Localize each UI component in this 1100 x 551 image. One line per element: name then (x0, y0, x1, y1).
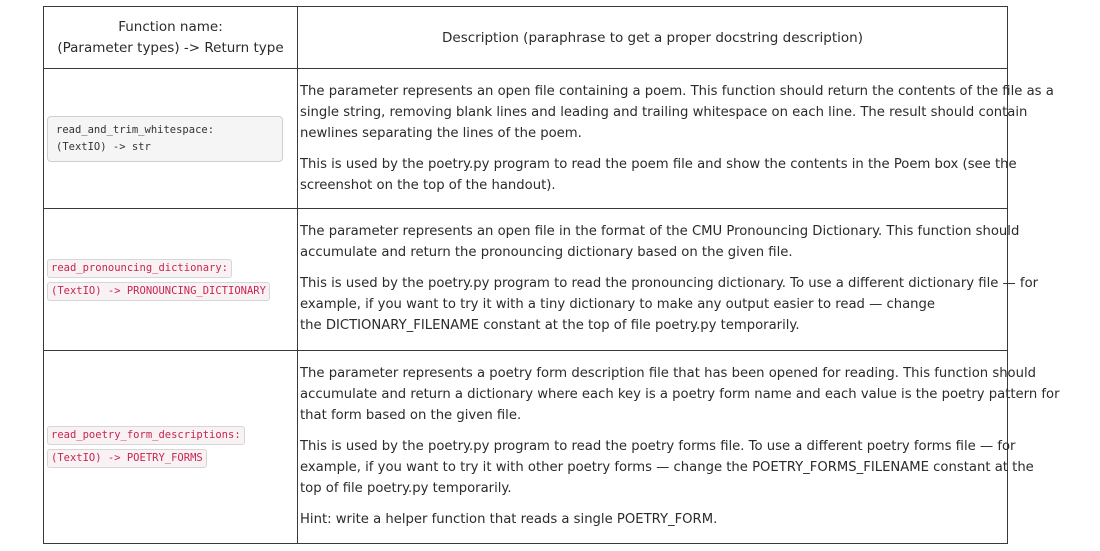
header-description (298, 7, 1007, 68)
description-paragraph: The parameter represents an open file in the format of the CMU Pronouncing Dictionary. This function should accumulate and return the pronouncing dictionary based on the given file. (300, 224, 1020, 260)
function-signature-chips (47, 259, 270, 301)
header-description-label: Description (paraphrase to get a proper docstring description) (442, 29, 863, 46)
header-function-name-line2: (Parameter types) -> Return type (57, 39, 284, 56)
description-paragraph: This is used by the poetry.py program to read the poem file and show the contents in the Poem box (see the screenshot on the top of the handout). (300, 157, 1017, 193)
table-row-description-cell (298, 69, 1054, 208)
function-signature-codebox (47, 116, 283, 162)
table-row-function-cell (44, 209, 297, 350)
table-border-bottom (43, 543, 1008, 544)
description-paragraph: The parameter represents a poetry form description file that has been opened for reading. This function should accumulate and return a dictionary where each key is a poetry form name and each value is the poetry pattern for that form based on the given file. (300, 366, 1060, 423)
description-paragraph: The parameter represents an open file containing a poem. This function should return the contents of the file as a single string, removing blank lines and leading and trailing whitespace on each line. The result should contain newlines separating the lines of the poem. (300, 84, 1054, 141)
function-name: read_pronouncing_dictionary: (47, 259, 232, 278)
function-signature-chips (47, 426, 245, 468)
description-paragraph: This is used by the poetry.py program to read the poetry forms file. To use a different poetry forms file — for example, if you want to try it with other poetry forms — change the POETRY_FORMS_FILENAME constant at the top of file poetry.py temporarily. (300, 439, 1034, 496)
function-name: read_poetry_form_descriptions: (47, 426, 245, 445)
table-row-description-cell (298, 351, 1060, 543)
header-function-name (44, 7, 297, 68)
function-signature: (TextIO) -> POETRY_FORMS (47, 449, 207, 468)
function-name: read_and_trim_whitespace: (56, 123, 215, 136)
table-row-description-cell (298, 209, 1039, 350)
table-row-function-cell (44, 69, 297, 208)
function-signature: (TextIO) -> str (56, 140, 151, 153)
description-paragraph: Hint: write a helper function that reads a single POETRY_FORM. (300, 512, 718, 527)
function-signature: (TextIO) -> PRONOUNCING_DICTIONARY (47, 282, 270, 301)
function-description-table (43, 6, 1060, 544)
table-row-function-cell (44, 351, 297, 543)
header-function-name-line1: Function name: (118, 18, 223, 35)
description-paragraph: This is used by the poetry.py program to read the pronouncing dictionary. To use a different dictionary file — for example, if you want to try it with a tiny dictionary to make any output easier to read — change the DICTIONARY_FILENAME constant at the top of file poetry.py temporarily. (300, 276, 1039, 333)
